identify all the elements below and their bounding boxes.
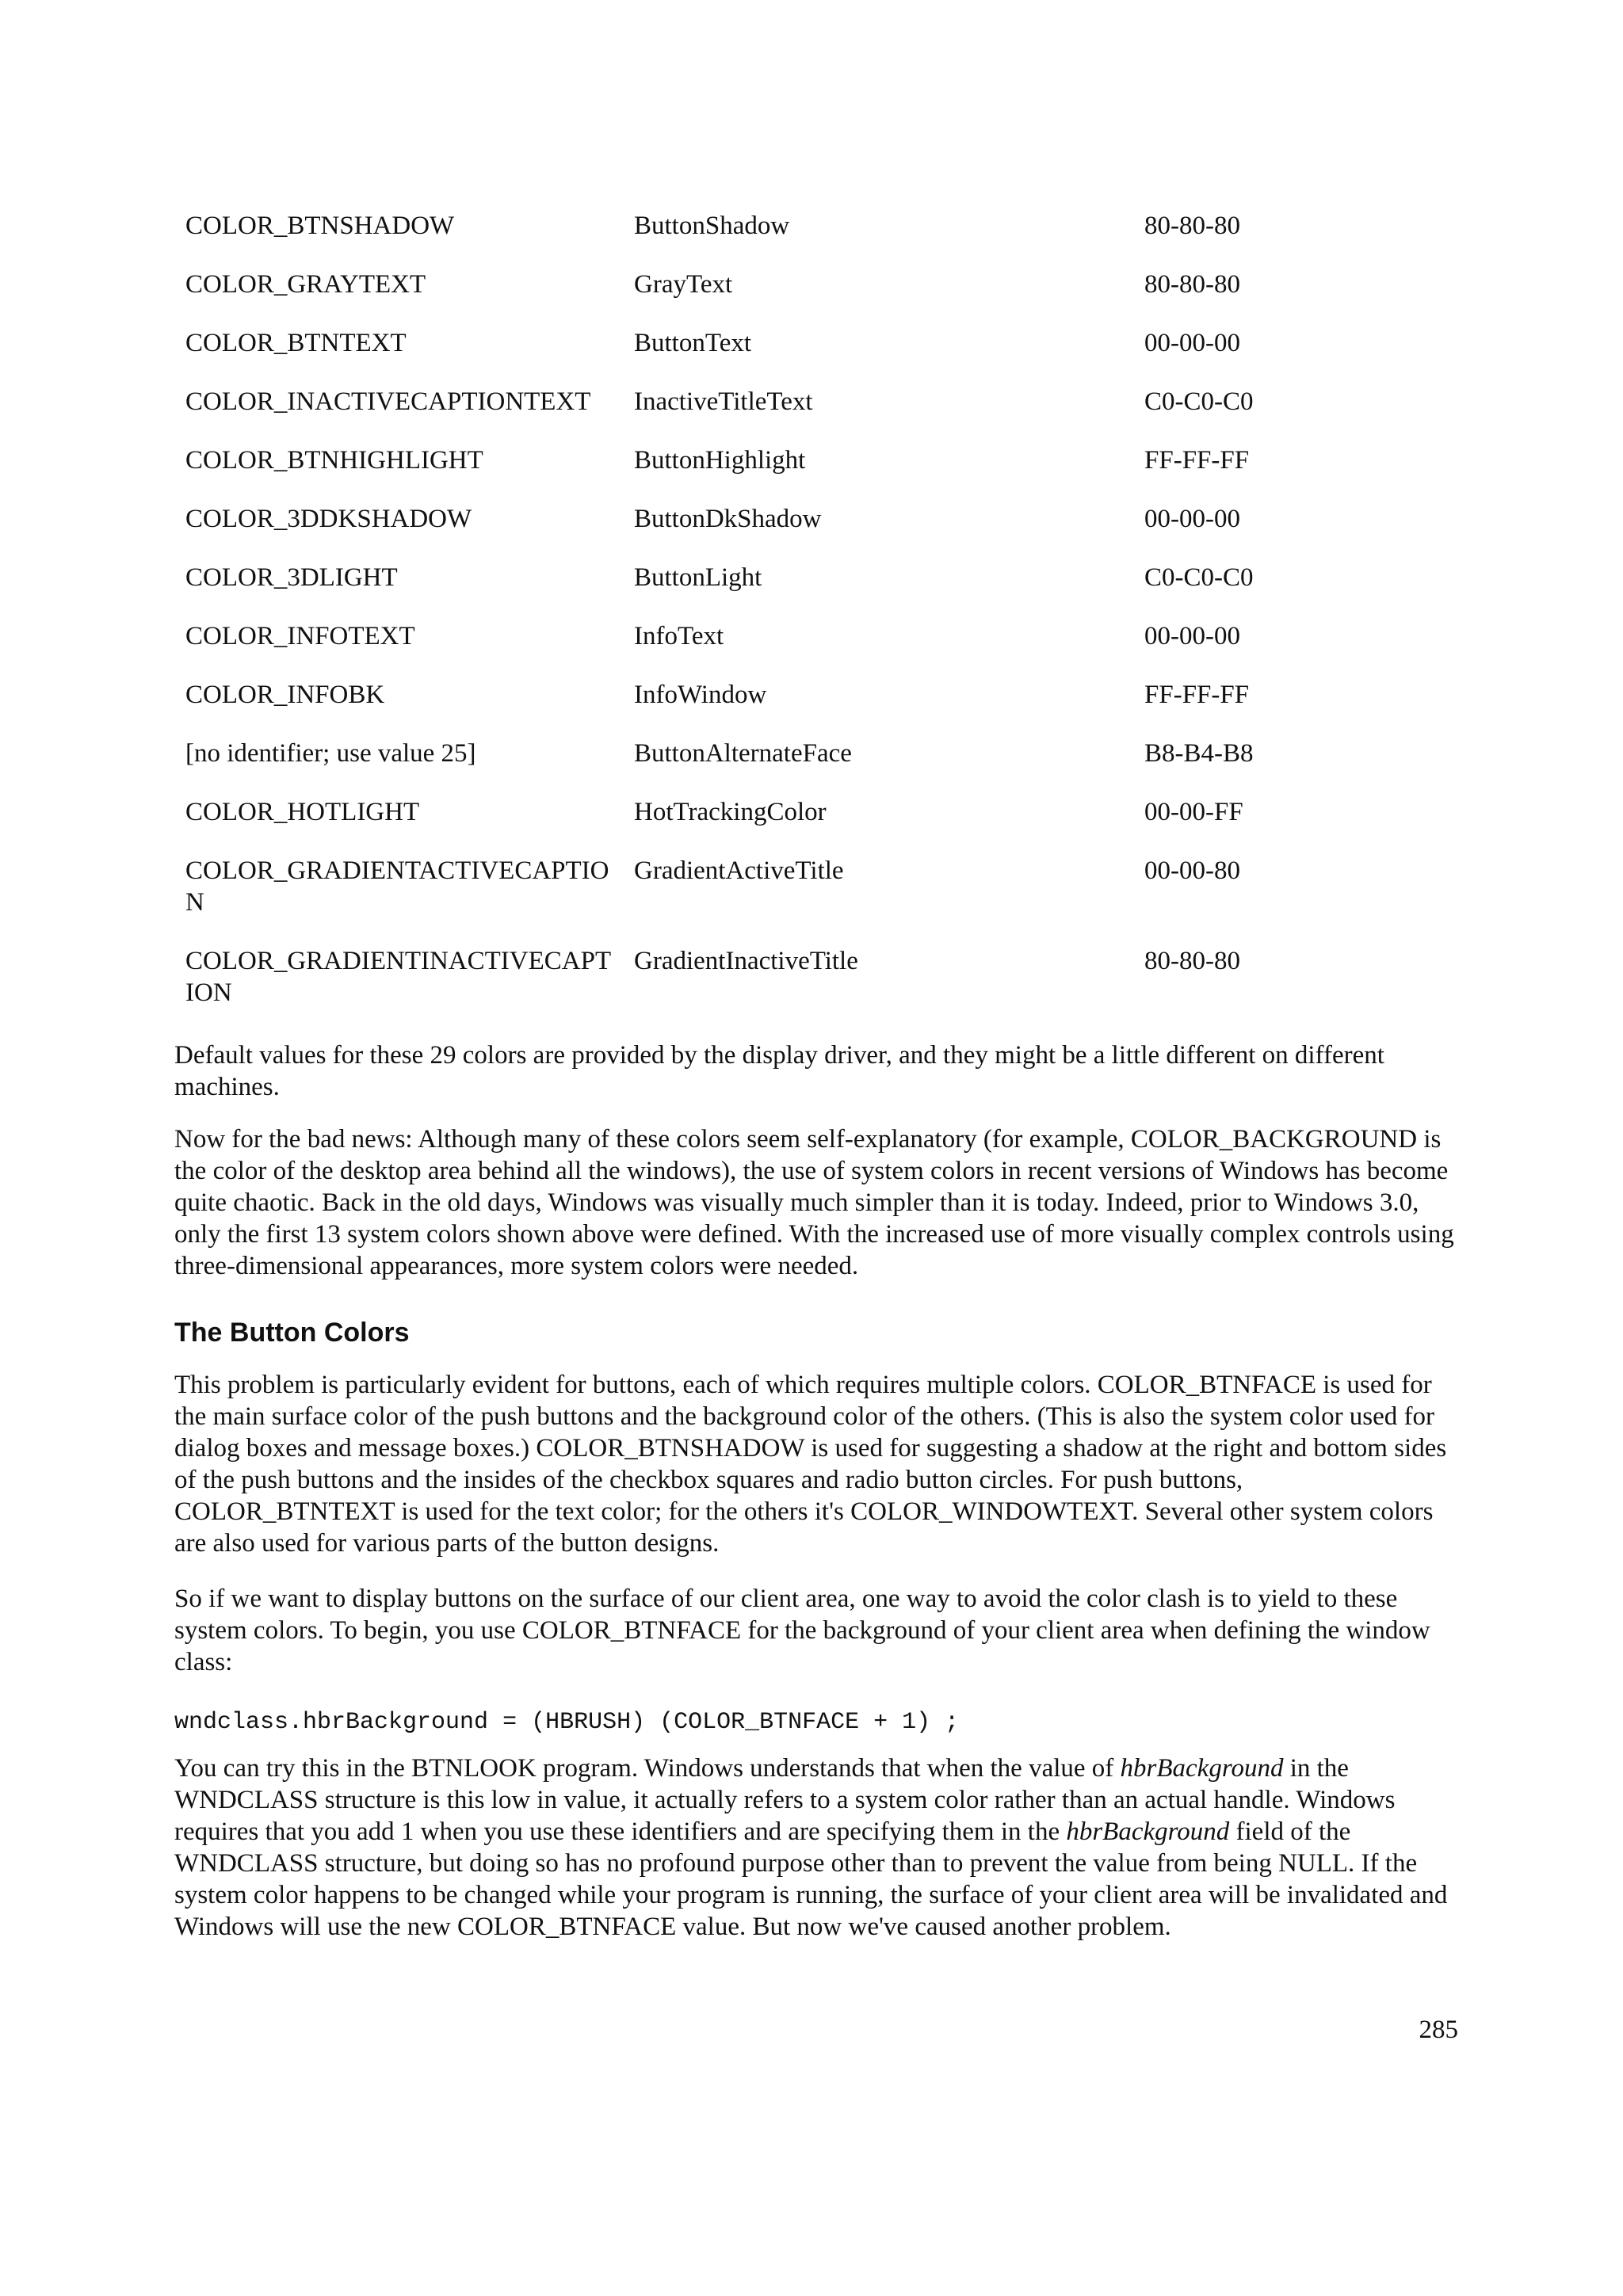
btnlook-text-1: You can try this in the BTNLOOK program. Windows understands that when the value of	[174, 1754, 1121, 1783]
color-table-row	[174, 726, 1458, 784]
color-identifier-cell: COLOR_INFOTEXT	[185, 622, 415, 650]
bad-news-paragraph: Now for the bad news: Although many of these colors seem self-explanatory (for example, COLOR_BACKGROUND is the color of the desktop area behind all the windows), the use of system colors in recent versions of Windows has become quite chaotic. Back in the old days, Windows was visually much simpler than it is today. Indeed, prior to Windows 3.0, only the first 13 system colors shown above were defined. With the increased use of more visually complex controls using three-dimensional appearances, more system colors were needed.	[174, 1125, 1454, 1280]
hbrbackground-term-1: hbrBackground	[1120, 1754, 1284, 1783]
rgb-value-cell: C0-C0-C0	[1144, 563, 1254, 592]
rgb-value-cell: 80-80-80	[1144, 270, 1240, 299]
rgb-value-cell: 00-00-00	[1144, 505, 1240, 533]
rgb-value-cell: 80-80-80	[1144, 947, 1240, 975]
css-color-name-cell: InfoText	[634, 622, 724, 650]
color-identifier-cell: [no identifier; use value 25]	[185, 739, 476, 768]
system-colors-table	[174, 198, 1458, 1024]
rgb-value-cell: 80-80-80	[1144, 212, 1240, 240]
color-table-row	[174, 433, 1458, 491]
color-identifier-cell: COLOR_BTNTEXT	[185, 329, 407, 357]
css-color-name-cell: ButtonShadow	[634, 212, 790, 240]
color-identifier-cell: COLOR_GRAYTEXT	[185, 270, 426, 299]
client-area-paragraph: So if we want to display buttons on the surface of our client area, one way to avoid the color clash is to yield to these system colors. To begin, you use COLOR_BTNFACE for the background of your client area when defining the window class:	[174, 1585, 1430, 1676]
color-table-row	[174, 315, 1458, 374]
default-values-paragraph: Default values for these 29 colors are provided by the display driver, and they might be a little different on different machines.	[174, 1041, 1384, 1101]
btnlook-paragraph	[174, 1753, 1458, 1943]
section-heading: The Button Colors	[174, 1318, 410, 1348]
color-table-row	[174, 198, 1458, 257]
color-identifier-cell: COLOR_INACTIVECAPTIONTEXT	[185, 387, 591, 416]
css-color-name-cell: ButtonAlternateFace	[634, 739, 852, 768]
color-table-row	[174, 374, 1458, 433]
btnlook-text-3: field of the WNDCLASS structure, but doing so has no profound purpose other than to prevent the value from being NULL. If the system color happens to be changed while your program is running, the surface of your client area will be invalidated and Windows will use the new COLOR_BTNFACE value. But now we've caused another problem.	[174, 1817, 1448, 1941]
color-table-row	[174, 784, 1458, 843]
color-identifier-cell: COLOR_BTNSHADOW	[185, 212, 455, 240]
rgb-value-cell: 00-00-00	[1144, 329, 1240, 357]
rgb-value-cell: FF-FF-FF	[1144, 681, 1250, 709]
css-color-name-cell: HotTrackingColor	[634, 798, 827, 826]
color-table-row	[174, 667, 1458, 726]
system-colors-table-body	[174, 198, 1458, 1024]
code-sample: wndclass.hbrBackground = (HBRUSH) (COLOR_BTNFACE + 1) ;	[174, 1709, 960, 1736]
color-identifier-cell: COLOR_GRADIENTINACTIVECAPTION	[185, 947, 612, 1007]
css-color-name-cell: GradientActiveTitle	[634, 856, 844, 885]
color-table-row	[174, 933, 1458, 1024]
page-number: 285	[1419, 2016, 1458, 2044]
css-color-name-cell: GrayText	[634, 270, 733, 299]
color-identifier-cell: COLOR_3DDKSHADOW	[185, 505, 472, 533]
color-table-row	[174, 491, 1458, 550]
color-identifier-cell: COLOR_BTNHIGHLIGHT	[185, 446, 483, 475]
rgb-value-cell: 00-00-00	[1144, 622, 1240, 650]
color-table-row	[174, 550, 1458, 608]
css-color-name-cell: ButtonText	[634, 329, 752, 357]
hbrbackground-term-2: hbrBackground	[1066, 1817, 1230, 1846]
color-identifier-cell: COLOR_GRADIENTACTIVECAPTION	[185, 856, 609, 917]
button-colors-paragraph: This problem is particularly evident for buttons, each of which requires multiple colors. COLOR_BTNFACE is used for the main surface color of the push buttons and the background color of the others. (This is also the system color used for dialog boxes and message boxes.) COLOR_BTNSHADOW is used for suggesting a shadow at the right and bottom sides of the push buttons and the insides of the checkbox squares and radio button circles. For push buttons, COLOR_BTNTEXT is used for the text color; for the others it's COLOR_WINDOWTEXT. Several other system colors are also used for various parts of the button designs.	[174, 1371, 1447, 1558]
css-color-name-cell: InactiveTitleText	[634, 387, 813, 416]
document-page	[174, 198, 1458, 1943]
color-identifier-cell: COLOR_3DLIGHT	[185, 563, 398, 592]
rgb-value-cell: B8-B4-B8	[1144, 739, 1254, 768]
css-color-name-cell: GradientInactiveTitle	[634, 947, 858, 975]
rgb-value-cell: 00-00-80	[1144, 856, 1240, 885]
css-color-name-cell: ButtonLight	[634, 563, 762, 592]
rgb-value-cell: FF-FF-FF	[1144, 446, 1250, 475]
color-identifier-cell: COLOR_HOTLIGHT	[185, 798, 420, 826]
btnlook-text-2: in the WNDCLASS structure is this low in value, it actually refers to a system color rather than an actual handle. Windows requires that you add 1 when you use these identifiers and are specifying them in the	[174, 1754, 1396, 1846]
color-table-row	[174, 608, 1458, 667]
color-table-row	[174, 257, 1458, 315]
rgb-value-cell: 00-00-FF	[1144, 798, 1243, 826]
css-color-name-cell: InfoWindow	[634, 681, 767, 709]
rgb-value-cell: C0-C0-C0	[1144, 387, 1254, 416]
css-color-name-cell: ButtonDkShadow	[634, 505, 822, 533]
color-identifier-cell: COLOR_INFOBK	[185, 681, 385, 709]
color-table-row	[174, 843, 1458, 933]
css-color-name-cell: ButtonHighlight	[634, 446, 806, 475]
